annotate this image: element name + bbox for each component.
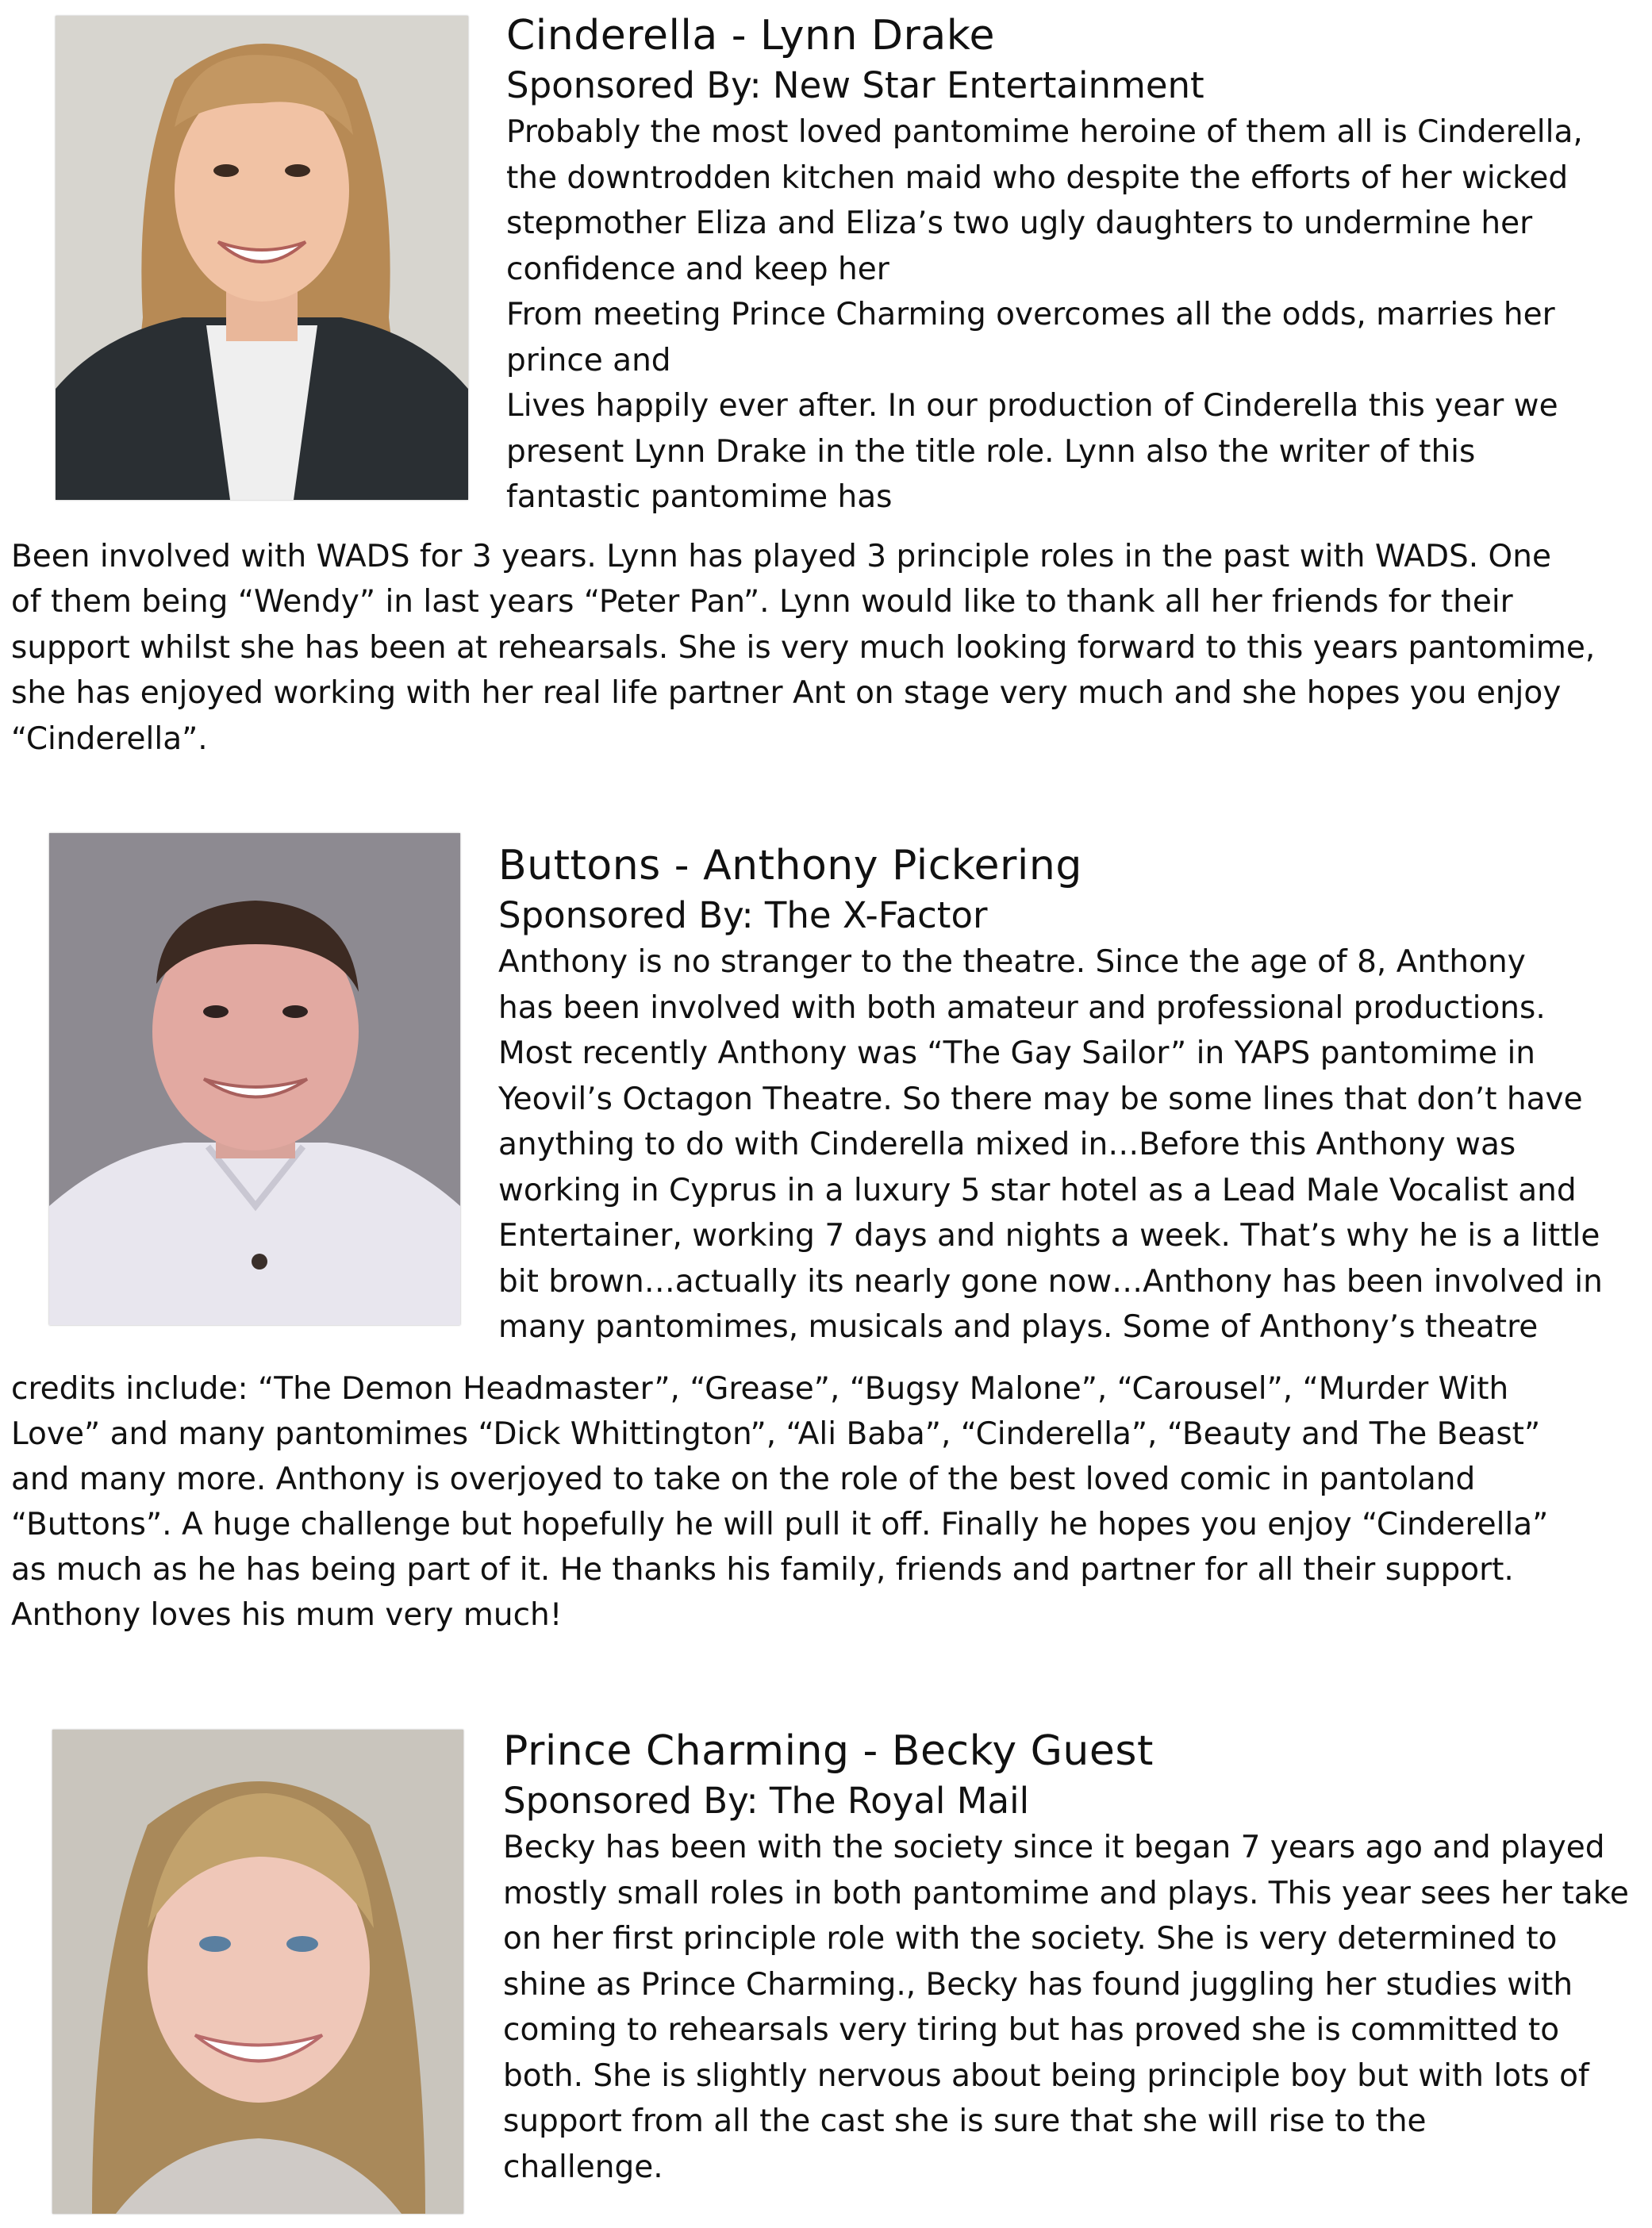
buttons-bio-header	[498, 839, 1603, 1350]
lynn-drake-photo	[56, 16, 468, 500]
bio-line: shine as Prince Charming., Becky has found juggling her studies with	[503, 1966, 1573, 2003]
profile-name: Cinderella - Lynn Drake	[506, 12, 995, 60]
bio-line: coming to rehearsals very tiring but has proved she is committed to	[503, 2012, 1560, 2048]
bio-line: Anthony loves his mum very much!	[11, 1597, 563, 1633]
bio-line: Yeovil’s Octagon Theatre. So there may be some lines that don’t have	[498, 1081, 1583, 1117]
bio-line: bit brown…actually its nearly gone now…Anthony has been involved in	[498, 1263, 1603, 1300]
bio-line: on her first principle role with the society. She is very determined to	[503, 1921, 1558, 1957]
bio-line: “Cinderella”.	[11, 721, 208, 757]
sponsor-line: Sponsored By: The X-Factor	[498, 894, 988, 936]
bio-line: credits include: “The Demon Headmaster”, “Grease”, “Bugsy Malone”, “Carousel”, “Murder With	[11, 1371, 1509, 1407]
bio-line: fantastic pantomime has	[506, 479, 893, 515]
bio-line: as much as he has being part of it. He thanks his family, friends and partner for all their support.	[11, 1552, 1514, 1588]
bio-line: “Buttons”. A huge challenge but hopefully he will pull it off. Finally he hopes you enjoy “Cinderella”	[11, 1507, 1549, 1542]
bio-line: Becky has been with the society since it began 7 years ago and played	[503, 1830, 1605, 1865]
cinderella-bio-header	[506, 10, 1583, 521]
bio-line: mostly small roles in both pantomime and plays. This year sees her take	[503, 1875, 1629, 1911]
bio-line: and many more. Anthony is overjoyed to take on the role of the best loved comic in pantoland	[11, 1462, 1476, 1497]
becky-guest-photo	[52, 1730, 463, 2214]
bio-line: of them being “Wendy” in last years “Peter Pan”. Lynn would like to thank all her friends for their	[11, 584, 1513, 620]
anthony-pickering-photo	[49, 833, 460, 1325]
bio-line: support from all the cast she is sure that she will rise to the	[503, 2103, 1427, 2139]
bio-line: confidence and keep her	[506, 251, 889, 287]
bio-line: From meeting Prince Charming overcomes all the odds, marries her	[506, 297, 1555, 332]
bio-line: many pantomimes, musicals and plays. Some of Anthony’s theatre	[498, 1309, 1539, 1345]
bio-line: challenge.	[503, 2149, 663, 2185]
bio-line: prince and	[506, 342, 671, 378]
bio-line: Entertainer, working 7 days and nights a week. That’s why he is a little	[498, 1218, 1600, 1254]
bio-text-beside	[498, 939, 1603, 1350]
profile-name: Buttons - Anthony Pickering	[498, 842, 1082, 889]
bio-line: she has enjoyed working with her real life partner Ant on stage very much and she hopes you enjoy	[11, 675, 1562, 711]
prince-charming-bio-header	[503, 1725, 1629, 2190]
sponsor-line: Sponsored By: New Star Entertainment	[506, 64, 1204, 106]
bio-line: present Lynn Drake in the title role. Lynn also the writer of this	[506, 433, 1476, 470]
bio-line: Lives happily ever after. In our production of Cinderella this year we	[506, 388, 1558, 424]
sponsor-line: Sponsored By: The Royal Mail	[503, 1780, 1030, 1822]
bio-line: stepmother Eliza and Eliza’s two ugly daughters to undermine her	[506, 206, 1533, 241]
profile-name: Prince Charming - Becky Guest	[503, 1727, 1154, 1775]
bio-line: has been involved with both amateur and professional productions.	[498, 989, 1546, 1026]
bio-line: Anthony is no stranger to the theatre. Since the age of 8, Anthony	[498, 944, 1526, 980]
bio-text-beside	[506, 109, 1583, 521]
bio-line: anything to do with Cinderella mixed in…Before this Anthony was	[498, 1127, 1516, 1162]
bio-line: working in Cyprus in a luxury 5 star hotel as a Lead Male Vocalist and	[498, 1172, 1577, 1208]
bio-text-beside	[503, 1825, 1629, 2190]
bio-line: the downtrodden kitchen maid who despite the efforts of her wicked	[506, 159, 1569, 196]
bio-line: Love” and many pantomimes “Dick Whittington”, “Ali Baba”, “Cinderella”, “Beauty and The Beast”	[11, 1416, 1541, 1452]
bio-line: support whilst she has been at rehearsals. She is very much looking forward to this years pantomime,	[11, 630, 1596, 666]
bio-line: Most recently Anthony was “The Gay Sailor” in YAPS pantomime in	[498, 1035, 1535, 1071]
bio-line: Been involved with WADS for 3 years. Lynn has played 3 principle roles in the past with WADS. One	[11, 539, 1551, 574]
bio-line: Probably the most loved pantomime heroine of them all is Cinderella,	[506, 114, 1583, 150]
bio-line: both. She is slightly nervous about being principle boy but with lots of	[503, 2057, 1589, 2094]
